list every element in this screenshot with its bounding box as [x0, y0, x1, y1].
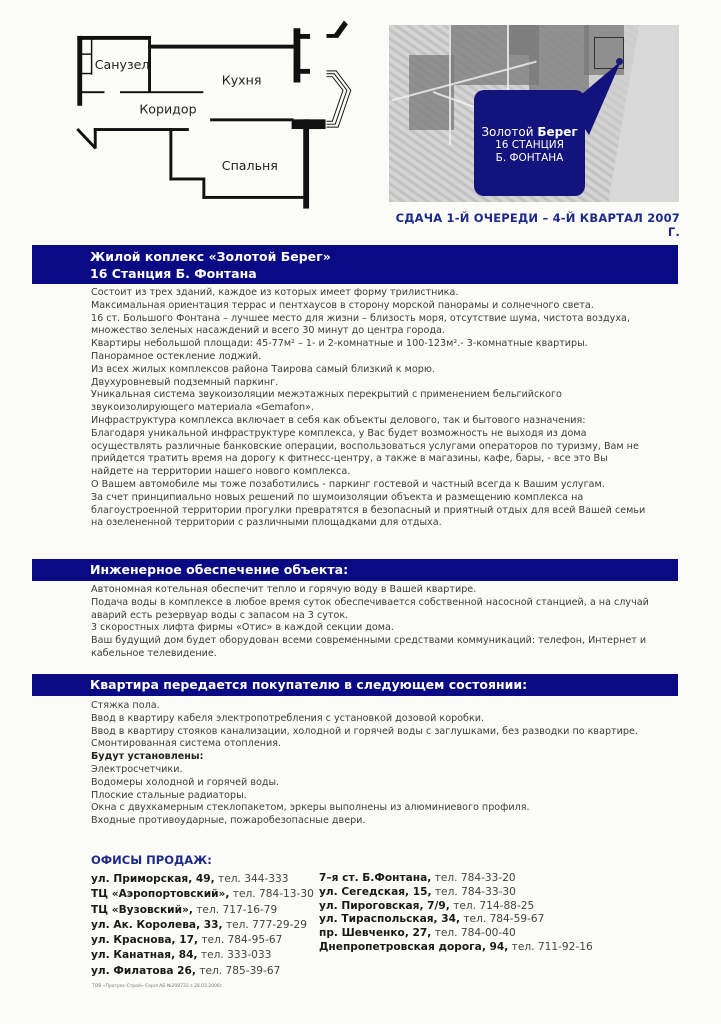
installed-subheading: Будут установлены:	[91, 751, 204, 763]
office-phone: тел. 711-92-16	[511, 940, 593, 953]
room-label-bedroom: Спальня	[221, 157, 278, 173]
office-phone: тел. 785-39-67	[199, 964, 281, 977]
office-phone: тел. 333-033	[200, 949, 272, 962]
floor-plan-diagram	[55, 12, 375, 217]
office-item	[91, 933, 314, 948]
office-address: ул. Канатная, 84,	[91, 949, 198, 962]
office-item	[319, 900, 593, 914]
license-footer: ТОВ «Прогрес-Строй» Серія АБ №208733 з 28.03.2006г.	[92, 984, 224, 989]
office-address: ул. Тираспольская, 34,	[319, 913, 460, 926]
text-line: О Вашем автомобиле мы тоже позаботились - паркинг гостевой и частный всегда к Вашим услугам.	[91, 478, 605, 490]
section-header-complex	[32, 245, 678, 284]
text-line: 3 скоростных лифта фирмы «Отис» в каждой секции дома.	[91, 622, 394, 634]
office-item	[91, 948, 314, 963]
office-address: Днепропетровская дорога, 94,	[319, 940, 509, 953]
offices-list-right	[319, 872, 593, 955]
office-item	[91, 918, 314, 933]
office-item	[91, 887, 314, 902]
text-line: найдете на территории нашего нового комплекса.	[91, 466, 351, 478]
office-phone: тел. 784-33-20	[434, 872, 516, 884]
office-phone: тел. 717-16-79	[196, 903, 278, 916]
office-phone: тел. 777-29-29	[225, 918, 307, 931]
office-address: ТЦ «Аэропортовский»,	[91, 888, 230, 901]
text-line: множество зеленых насаждений и всего 30 минут до центра города.	[91, 325, 445, 337]
text-line: Смонтированная система отопления.	[91, 738, 282, 750]
text-line: Максимальная ориентация террас и пентхаусов в сторону морской панорамы и солнечного света.	[91, 299, 594, 311]
office-item	[319, 886, 593, 900]
text-line: Ваш будущий дом будет оборудован всеми современными средствами коммуникаций: телефон, Интернет и	[91, 635, 647, 647]
text-line: Квартиры небольшой площади: 45-77м² – 1- и 2-комнатные и 100-123м².- 3-комнатные квартиры.	[91, 338, 588, 350]
text-line: Окна с двухкамерным стеклопакетом, эркеры выполнены из алюминиевого профиля.	[91, 802, 530, 814]
text-line: Инфраструктура комплекса включает в себя как объекты делового, так и бытового назначения:	[91, 414, 586, 426]
section-header-engineering	[32, 559, 678, 581]
section-body-engineering	[91, 584, 681, 661]
text-line: Уникальная система звукоизоляции межэтажных перекрытий с применением бельгийского	[91, 389, 562, 401]
offices-list-left	[91, 872, 314, 979]
text-line: кабельное телевидение.	[91, 647, 217, 659]
text-line: осуществлять различные банковские операции, воспользоваться услугами операторов по туризму, Вам не	[91, 440, 639, 452]
text-line: Из всех жилых комплексов района Таирова самый близкий к морю.	[91, 363, 435, 375]
section-title-line1: Жилой коплекс «Золотой Берег»	[90, 249, 331, 264]
office-item	[319, 872, 593, 886]
section-title: Инженерное обеспечение объекта:	[90, 562, 349, 577]
office-phone: тел. 784-00-40	[434, 927, 516, 940]
office-item	[319, 927, 593, 941]
room-label-bathroom: Санузел	[94, 56, 150, 72]
office-address: ул. Филатова 26,	[91, 964, 196, 977]
bubble-line-fontana: Б. ФОНТАНА	[495, 152, 564, 164]
text-line: Ввод в квартиру стояков канализации, холодной и горячей воды с заглушками, без разводки по квартире.	[91, 725, 638, 737]
section-body-handover	[91, 700, 681, 828]
office-address: ул. Приморская, 49,	[91, 873, 215, 885]
office-phone: тел. 784-95-67	[201, 934, 283, 947]
office-phone: тел. 784-33-30	[434, 885, 516, 898]
text-line: За счет принципиально новых решений по шумоизоляции объекта и размещению комплекса на	[91, 491, 584, 503]
office-item	[319, 941, 593, 955]
office-phone: тел. 714-88-25	[453, 899, 535, 912]
wall	[77, 36, 150, 40]
text-line: Стяжка пола.	[91, 700, 160, 711]
office-address: пр. Шевченко, 27,	[319, 927, 432, 940]
text-line: звукоизолирующего материала «Gemafon».	[91, 402, 314, 414]
brand-name: Золотой Берег	[481, 125, 578, 139]
text-line: благоустроенной территории прогулки превратятся в безопасный и приятный отдых для всей Вашей семьи	[91, 504, 646, 516]
room-label-kitchen: Кухня	[221, 72, 262, 88]
room-label-corridor: Коридор	[139, 101, 197, 117]
office-phone: тел. 784-13-30	[232, 888, 314, 901]
text-line: Плоские стальные радиаторы.	[91, 789, 247, 801]
text-line: Входные противоударные, пожаробезопасные двери.	[91, 815, 366, 827]
text-line: Состоит из трех зданий, каждое из которых имеет форму трилистника.	[91, 287, 459, 298]
text-line: Водомеры холодной и горячей воды.	[91, 776, 280, 788]
text-line: аварий есть резервуар воды с запасом на 3 суток.	[91, 609, 349, 621]
section-body-complex	[91, 287, 681, 530]
location-bubble	[474, 90, 585, 196]
delivery-date: СДАЧА 1-Й ОЧЕРЕДИ – 4-Й КВАРТАЛ 2007 Г.	[395, 211, 680, 239]
section-header-handover	[32, 674, 678, 696]
text-line: Двухуровневый подземный паркинг.	[91, 376, 279, 388]
text-line: Панорамное остекление лоджий.	[91, 350, 262, 362]
office-phone: тел. 784-59-67	[463, 913, 545, 926]
office-address: ул. Краснова, 17,	[91, 934, 198, 947]
text-line: Ввод в квартиру кабеля электропотребления с установкой дозовой коробки.	[91, 712, 485, 724]
office-address: ул. Сегедская, 15,	[319, 885, 432, 898]
office-address: 7–я ст. Б.Фонтана,	[319, 872, 432, 884]
text-line: Электросчетчики.	[91, 763, 183, 775]
text-line: Благодаря уникальной инфраструктуре комплекса, у Вас будет возможность не выходя из дома	[91, 427, 587, 439]
text-line: Подача воды в комплексе в любое время суток обеспечивается собственной насосной станцией, а на случай	[91, 596, 649, 608]
office-item	[91, 964, 314, 979]
text-line: 16 ст. Большого Фонтана – лучшее место для жизни – близость моря, отсутствие шума, чистота воздуха,	[91, 312, 630, 324]
bubble-line-station: 16 СТАНЦИЯ	[495, 139, 564, 151]
office-item	[91, 903, 314, 918]
office-item	[91, 872, 314, 887]
office-phone: тел. 344-333	[218, 873, 289, 885]
text-line: Автономная котельная обеспечит тепло и горячую воду в Вашей квартире.	[91, 584, 477, 595]
office-address: ТЦ «Вузовский»,	[91, 903, 193, 916]
text-line: на озелененной территории с различными площадками для отдыха.	[91, 517, 442, 529]
section-title-line2: 16 Станция Б. Фонтана	[90, 266, 257, 281]
office-address: ул. Пироговская, 7/9,	[319, 899, 450, 912]
office-item	[319, 913, 593, 927]
offices-title: ОФИСЫ ПРОДАЖ:	[91, 853, 212, 867]
section-title: Квартира передается покупателю в следующем состоянии:	[90, 677, 528, 692]
text-line: прийдется тратить время на дорогу к фитнесс-центру, а также в магазины, кафе, бары, - все это Вы	[91, 453, 608, 465]
office-address: ул. Ак. Королева, 33,	[91, 918, 223, 931]
